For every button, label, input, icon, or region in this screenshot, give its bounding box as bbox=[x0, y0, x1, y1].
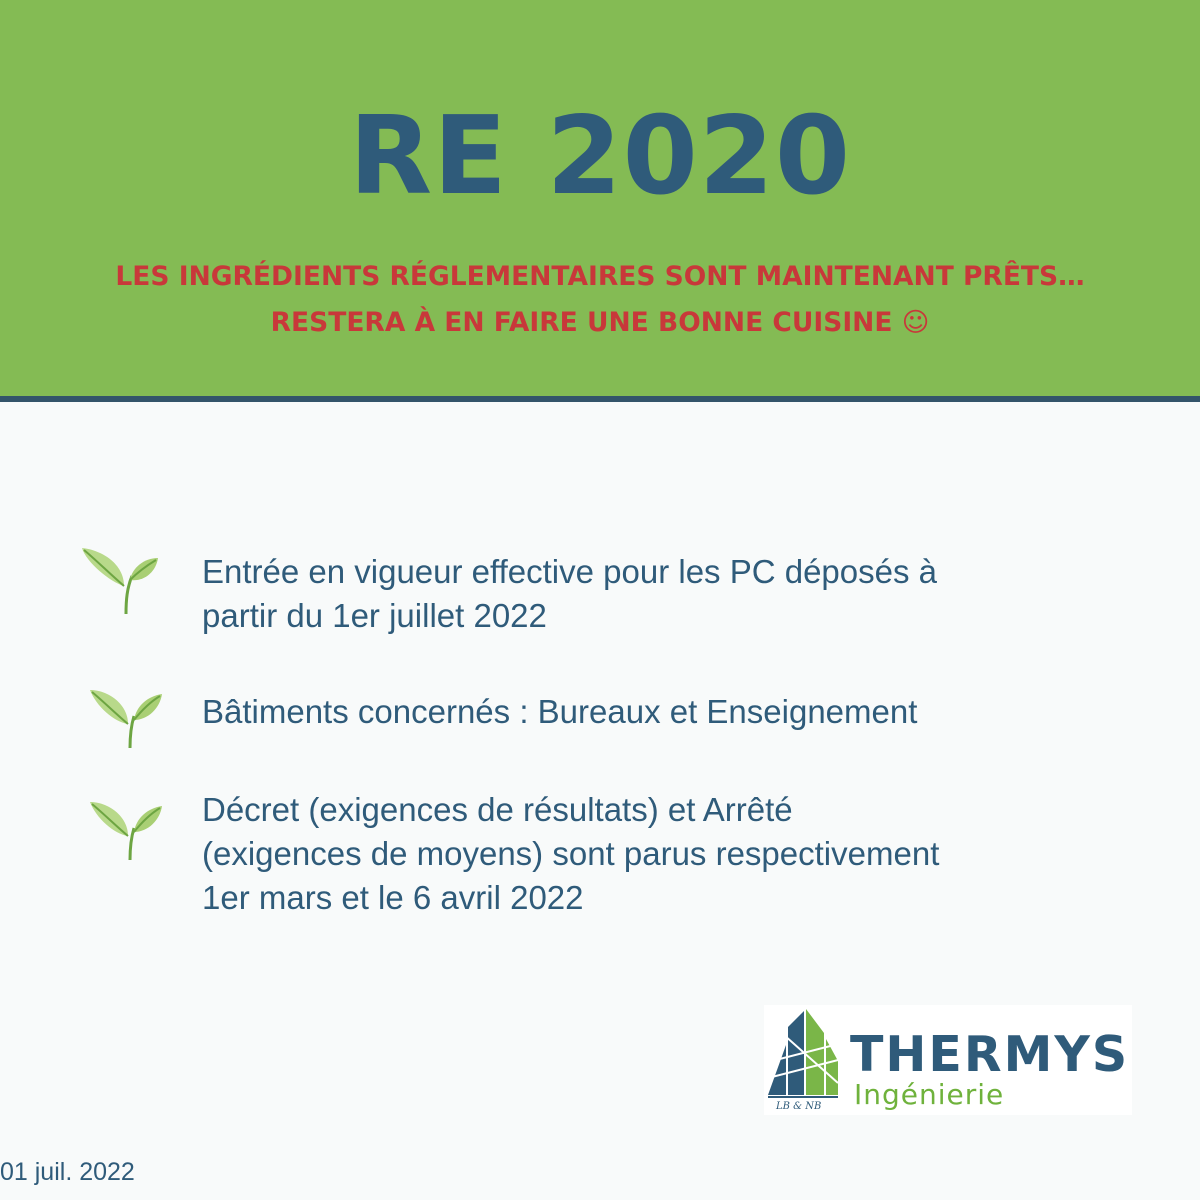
page-title: RE 2020 bbox=[348, 94, 852, 219]
building-logo-icon bbox=[764, 1005, 854, 1115]
bullet-line: (exigences de moyens) sont parus respectivement bbox=[202, 835, 940, 872]
logo-mark-text: LB & NB bbox=[776, 1101, 822, 1112]
logo-name: THERMYS bbox=[850, 1026, 1130, 1083]
publish-date: 01 juil. 2022 bbox=[0, 1158, 135, 1186]
page-subtitle bbox=[0, 254, 1200, 346]
logo-subtitle: Ingénierie bbox=[854, 1078, 1005, 1111]
subtitle-line: LES INGRÉDIENTS RÉGLEMENTAIRES SONT MAINTENANT PRÊTS… bbox=[115, 261, 1085, 292]
header-divider bbox=[0, 396, 1200, 402]
bullet-line: 1er mars et le 6 avril 2022 bbox=[202, 879, 584, 916]
bullet-line: Entrée en vigueur effective pour les PC déposés à bbox=[202, 553, 938, 590]
bullet-line: Décret (exigences de résultats) et Arrêté bbox=[202, 791, 793, 828]
bullet-line: Bâtiments concernés : Bureaux et Enseignement bbox=[202, 693, 918, 730]
bullet-text bbox=[202, 690, 1082, 734]
sprout-icon bbox=[90, 792, 170, 872]
sprout-icon bbox=[80, 544, 160, 624]
subtitle-line: RESTERA À EN FAIRE UNE BONNE CUISINE ☺ bbox=[270, 307, 930, 338]
bullet-line: partir du 1er juillet 2022 bbox=[202, 597, 547, 634]
bullet-text bbox=[202, 788, 1082, 920]
sprout-icon bbox=[90, 680, 170, 760]
company-logo bbox=[764, 1005, 1132, 1115]
bullet-text bbox=[202, 550, 1082, 638]
